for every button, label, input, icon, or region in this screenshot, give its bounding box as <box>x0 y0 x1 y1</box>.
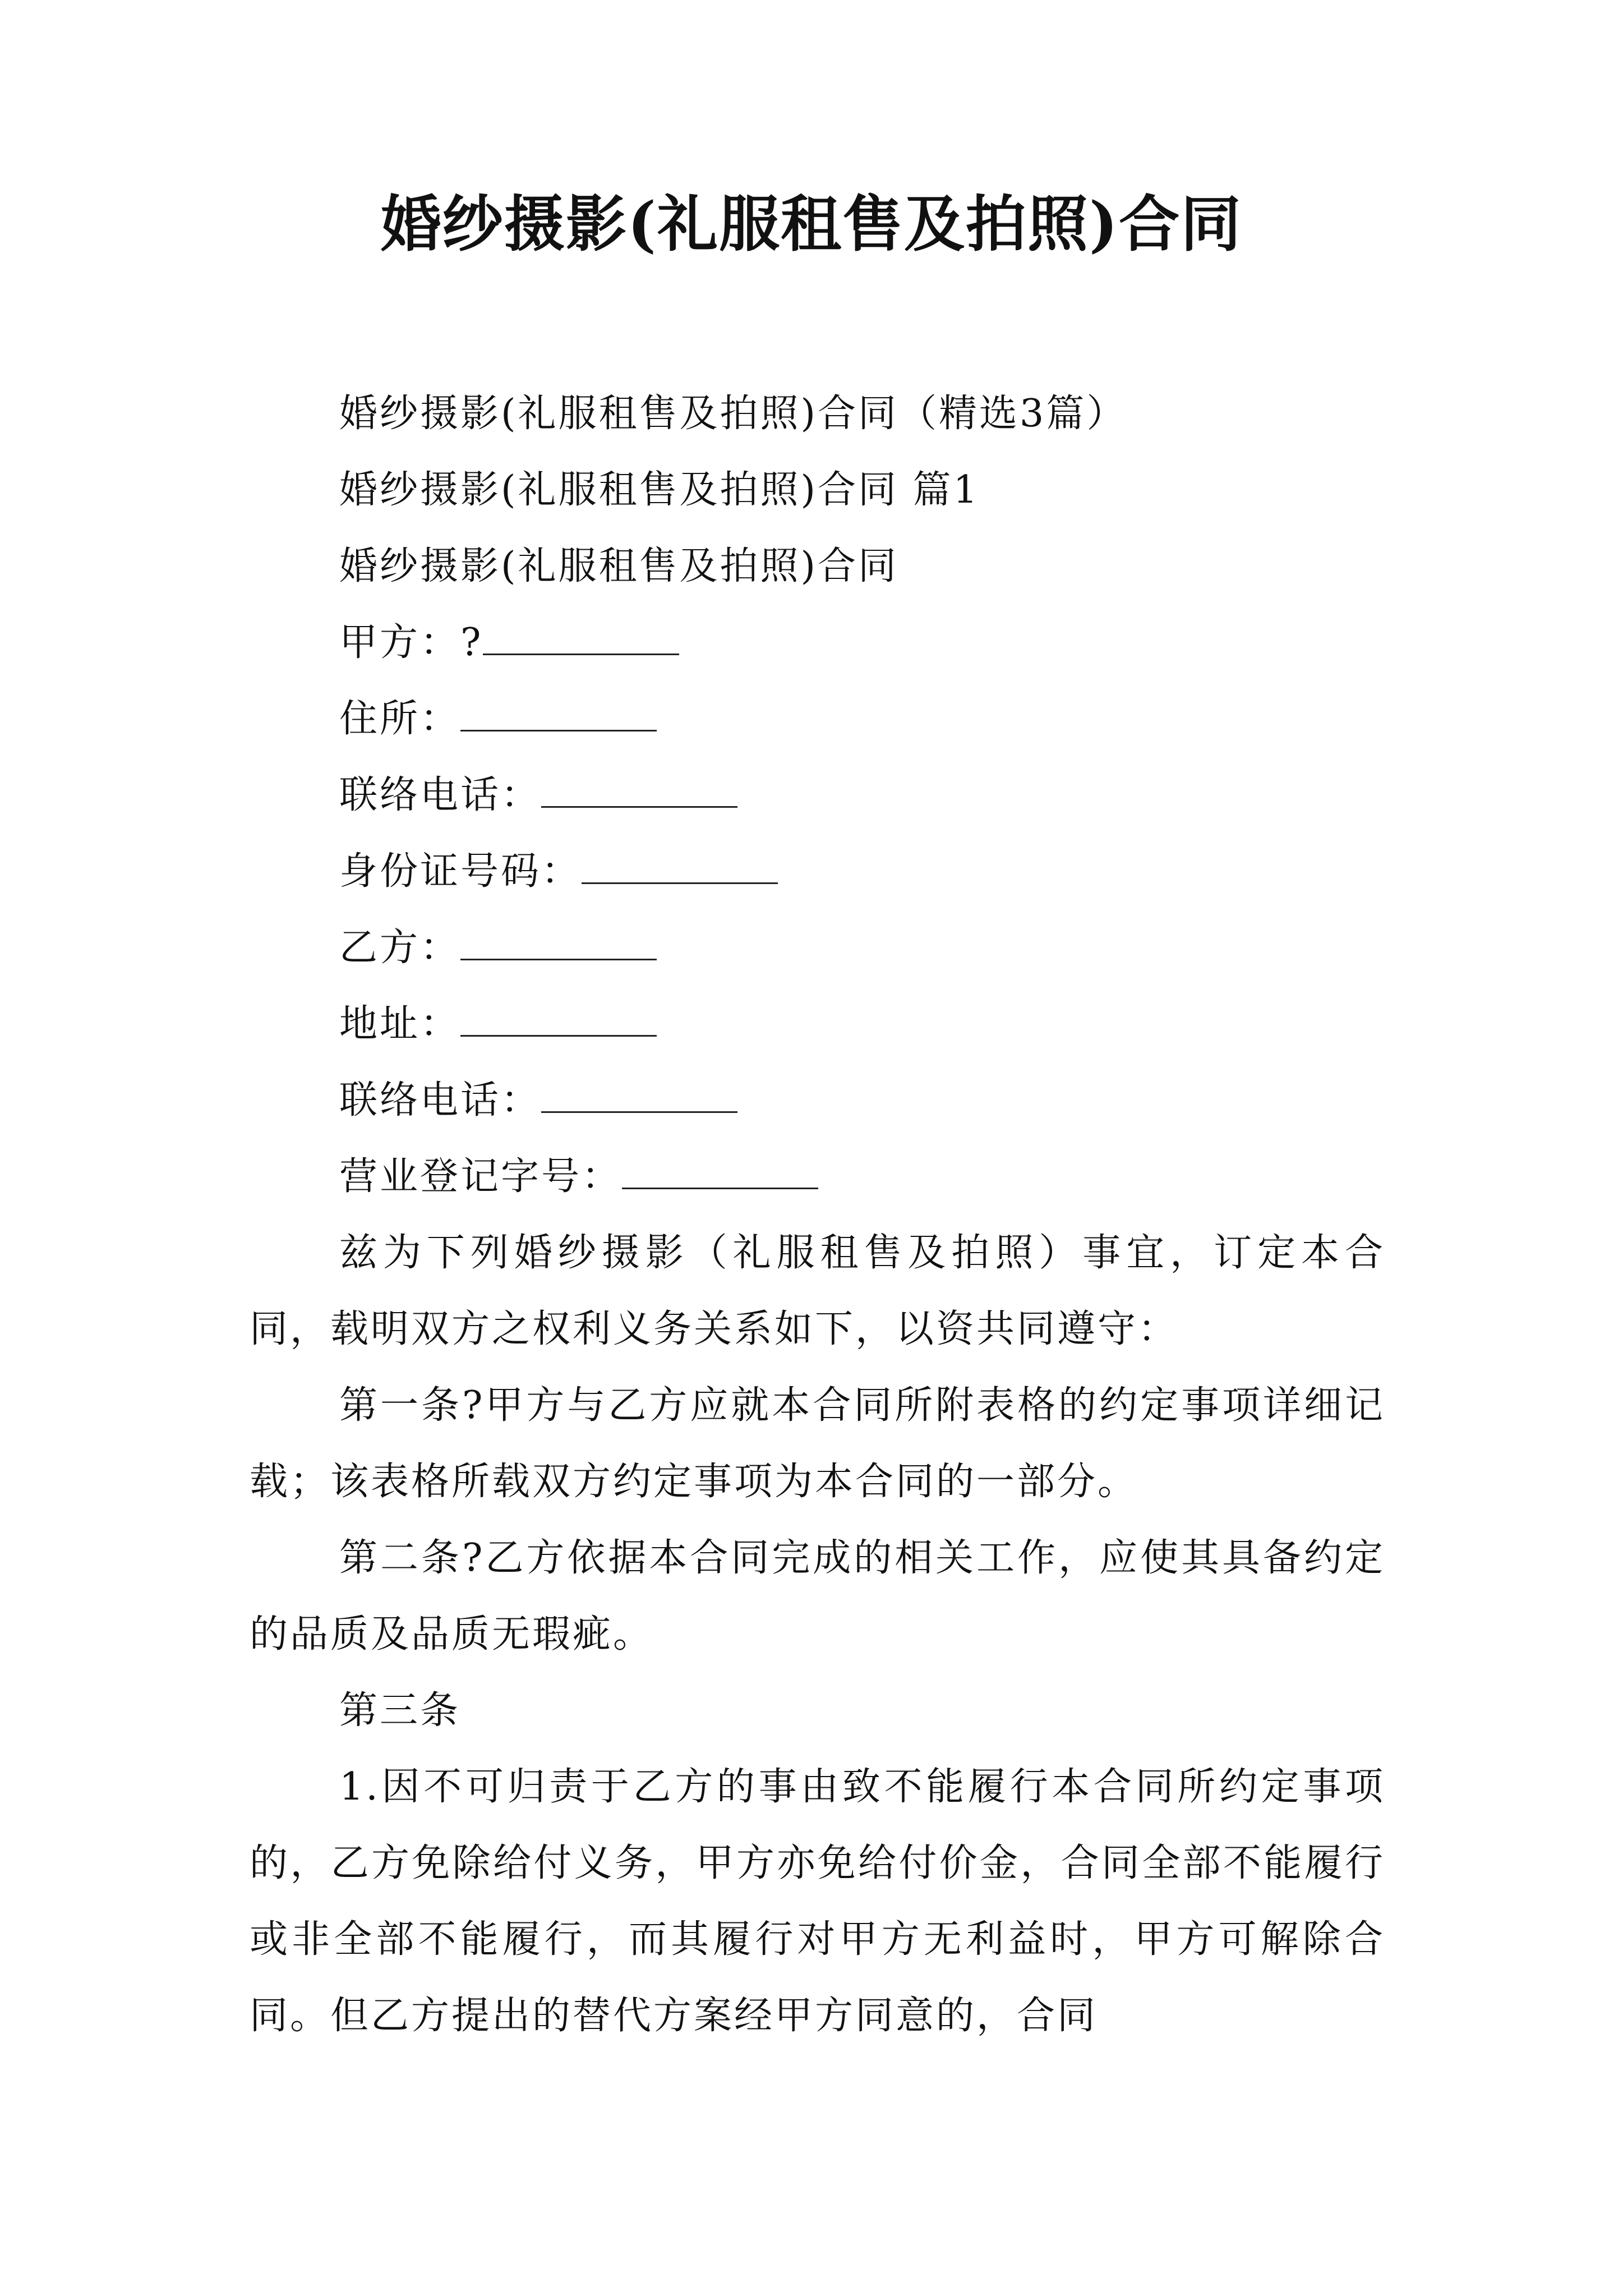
paragraph-article-3-clause-1: 1.因不可归责于乙方的事由致不能履行本合同所约定事项的，乙方免除给付义务，甲方亦免给付价金，合同全部不能履行或非全部不能履行，而其履行对甲方无利益时，甲方可解除合同。但乙方提出的替代方案经甲方同意的，合同 <box>250 1765 1385 2038</box>
field-residence <box>250 681 1385 757</box>
field-label: 地址： <box>339 1002 461 1046</box>
paragraph-article-2: 第二条?乙方依据本合同完成的相关工作，应使其具备约定的品质及品质无瑕疵。 <box>250 1536 1385 1657</box>
field-phone-a <box>250 757 1385 834</box>
header-line: 婚纱摄影(礼服租售及拍照)合同 <box>339 544 899 588</box>
field-phone-b <box>250 1062 1385 1139</box>
field-party-a <box>250 605 1385 681</box>
paragraph-preamble: 兹为下列婚纱摄影（礼服租售及拍照）事宜，订定本合同，载明双方之权利义务关系如下，以资共同遵守： <box>250 1231 1385 1351</box>
field-label: 联络电话： <box>339 1078 542 1122</box>
field-label: 乙方： <box>339 926 461 970</box>
blank-line <box>622 1154 818 1189</box>
field-address <box>250 986 1385 1062</box>
blank-line <box>460 1001 657 1037</box>
field-business-registration <box>250 1139 1385 1215</box>
blank-line <box>460 696 657 731</box>
blank-line <box>541 772 737 808</box>
document-title: 婚纱摄影(礼服租售及拍照)合同 <box>380 189 1243 260</box>
field-party-b <box>250 910 1385 986</box>
field-label: 联络电话： <box>339 773 542 817</box>
field-label: 身份证号码： <box>339 849 582 894</box>
blank-line <box>582 849 778 884</box>
document-body <box>250 376 1385 2054</box>
blank-line <box>541 1078 737 1113</box>
paragraph-article-1: 第一条?甲方与乙方应就本合同所附表格的约定事项详细记载；该表格所载双方约定事项为本合同的一部分。 <box>250 1383 1385 1504</box>
header-line: 婚纱摄影(礼服租售及拍照)合同（精选3篇） <box>339 392 1127 436</box>
blank-line <box>483 620 679 655</box>
field-label: 营业登记字号： <box>339 1154 623 1199</box>
field-id-number <box>250 834 1385 910</box>
blank-line <box>460 925 657 960</box>
field-label: 甲方：? <box>339 620 483 665</box>
field-label: 住所： <box>339 697 461 741</box>
header-line: 婚纱摄影(礼服租售及拍照)合同 篇1 <box>339 468 980 512</box>
paragraph-article-3-heading: 第三条 <box>339 1688 461 1733</box>
